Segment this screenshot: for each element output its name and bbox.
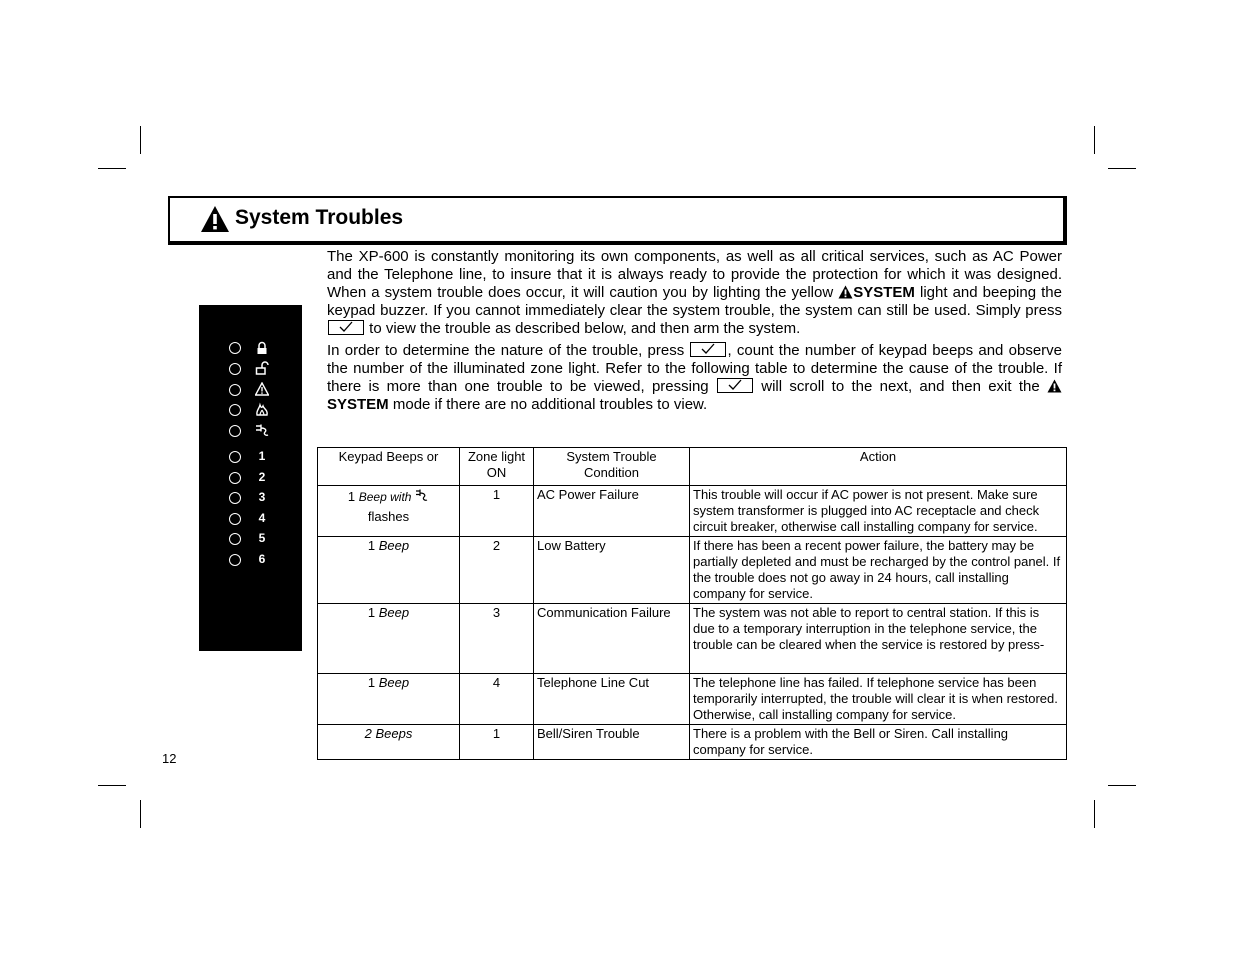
power-plug-icon [255, 423, 269, 437]
zone-label: 3 [258, 490, 266, 504]
condition-cell: Low Battery [534, 537, 690, 604]
beeps-cell [318, 486, 460, 537]
keypad-panel [199, 305, 302, 651]
intro-text-run: to view the trouble as described below, and then arm the system. [365, 320, 801, 337]
beeps-count: 1 [367, 605, 379, 620]
action-cell: The telephone line has failed. If telephone service has been temporarily interrupted, the trouble will clear it is when restored. Otherwise, call installing company for service. [690, 674, 1067, 725]
zone-cell: 1 [460, 486, 534, 537]
crop-mark [140, 800, 141, 828]
check-key-icon [328, 320, 364, 335]
beeps-cell [318, 725, 460, 760]
intro-text [327, 248, 1062, 418]
zone-led [229, 472, 241, 484]
zone-label: 1 [258, 449, 266, 463]
intro-paragraph-1 [327, 248, 1062, 338]
warning-icon [200, 205, 230, 233]
page-title: System Troubles [235, 206, 404, 229]
zone-label: 6 [258, 552, 266, 566]
lock-icon [255, 341, 269, 355]
intro-text-run: mode if there are no additional troubles to view. [388, 396, 708, 413]
intro-paragraph-2 [327, 342, 1062, 414]
crop-mark [98, 168, 126, 169]
column-header: Action [690, 448, 1067, 486]
beeps-cell [318, 674, 460, 725]
column-header: Zone light ON [460, 448, 534, 486]
status-led [229, 363, 241, 375]
table-row [318, 674, 1067, 725]
zone-led [229, 451, 241, 463]
table-header-row [318, 448, 1067, 486]
zone-cell: 2 [460, 537, 534, 604]
zone-cell: 1 [460, 725, 534, 760]
table-row [318, 537, 1067, 604]
intro-text-run: , count the number of keypad beeps and observe the number of the illuminated zone light. Refer to the following table to determine the cause of the trouble. If there is more than one trouble to be viewed, pressing [327, 342, 1062, 395]
action-cell: This trouble will occur if AC power is not present. Make sure system transformer is plugged into AC receptacle and check circuit breaker, otherwise call installing company for service. [690, 486, 1067, 537]
intro-text-run: The XP-600 is constantly monitoring its own components, as well as all critical services, such as AC Power and the Telephone line, to insure that it is always ready to provide the protection for which it was designed. When a system trouble does occur, it will caution you by lighting the yellow [327, 248, 1062, 301]
system-word: SYSTEM [327, 396, 389, 413]
intro-text-run: In order to determine the nature of the trouble, press [327, 342, 690, 359]
zone-label: 4 [258, 511, 266, 525]
zone-led [229, 554, 241, 566]
beeps-count: 1 [367, 538, 379, 553]
crop-mark [1108, 785, 1136, 786]
beeps-text: Beep [378, 605, 410, 620]
crop-mark [1094, 800, 1095, 828]
intro-text-run: will scroll to the next, and then exit the [753, 378, 1047, 395]
warning-icon [255, 382, 269, 396]
beeps-cell [318, 604, 460, 674]
condition-cell: Bell/Siren Trouble [534, 725, 690, 760]
warning-icon [838, 285, 853, 299]
crop-mark [98, 785, 126, 786]
zone-led [229, 492, 241, 504]
beeps-text: Beep with [358, 490, 412, 504]
zone-cell: 4 [460, 674, 534, 725]
beeps-suffix: flashes [367, 509, 410, 524]
status-led [229, 425, 241, 437]
table-row [318, 604, 1067, 674]
action-cell: If there has been a recent power failure, the battery may be partially depleted and must be recharged by the control panel. If the trouble does not go away in 24 hours, call installing company for service. [690, 537, 1067, 604]
crop-mark [1108, 168, 1136, 169]
action-cell: There is a problem with the Bell or Siren. Call installing company for service. [690, 725, 1067, 760]
column-header: Keypad Beeps or [318, 448, 460, 486]
beeps-count: 1 [347, 489, 359, 504]
warning-icon [1047, 379, 1062, 393]
beeps-text: Beep [378, 675, 410, 690]
condition-cell: Communication Failure [534, 604, 690, 674]
zone-led [229, 533, 241, 545]
table-row [318, 725, 1067, 760]
crop-mark [140, 126, 141, 154]
zone-led [229, 513, 241, 525]
system-word: SYSTEM [853, 284, 915, 301]
zone-label: 5 [258, 531, 266, 545]
beeps-count: 1 [367, 675, 379, 690]
beeps-text: 2 Beeps [364, 726, 413, 741]
condition-cell: Telephone Line Cut [534, 674, 690, 725]
beeps-text: Beep [378, 538, 410, 553]
status-led [229, 342, 241, 354]
zone-cell: 3 [460, 604, 534, 674]
action-cell: The system was not able to report to central station. If this is due to a temporary interruption in the telephone service, the trouble can be cleared when the service is restored by press- [690, 604, 1067, 674]
column-header: System Trouble Condition [534, 448, 690, 486]
crop-mark [1094, 126, 1095, 154]
beeps-cell [318, 537, 460, 604]
check-key-icon [690, 342, 726, 357]
power-plug-icon [415, 489, 429, 502]
intro-text-run: light and beeping the keypad buzzer. If you cannot immediately clear the system trouble, the system can still be used. Simply press [327, 284, 1062, 319]
status-led [229, 384, 241, 396]
check-key-icon [717, 378, 753, 393]
unlock-icon [255, 361, 269, 375]
page-number: 12 [162, 751, 177, 766]
status-led [229, 404, 241, 416]
zone-label: 2 [258, 470, 266, 484]
trouble-table [317, 447, 1067, 760]
section-title-box [168, 196, 1067, 245]
fire-icon [255, 402, 269, 416]
condition-cell: AC Power Failure [534, 486, 690, 537]
table-row [318, 486, 1067, 537]
